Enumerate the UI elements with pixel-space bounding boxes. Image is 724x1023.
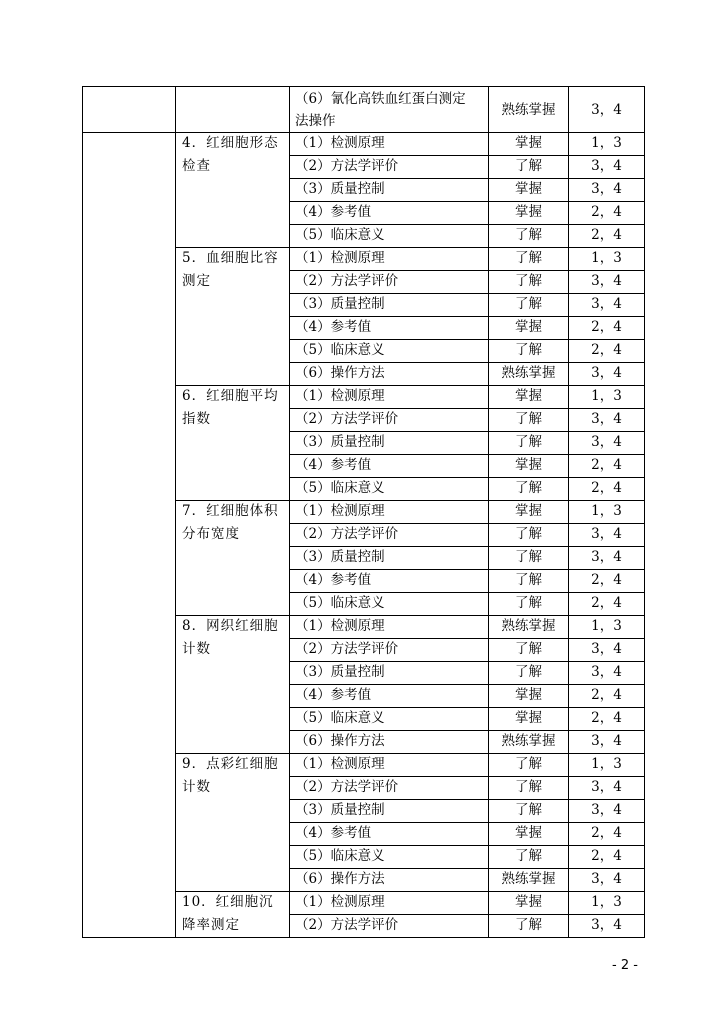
row-item: （1）检测原理 — [295, 135, 385, 151]
row-level: 掌握 — [515, 710, 542, 726]
row-units: 2，4 — [591, 227, 622, 243]
first-row-item-line1: （6）氰化高铁血红蛋白测定 — [295, 91, 466, 107]
row-units: 3，4 — [591, 664, 622, 680]
row-item: （1）检测原理 — [295, 618, 385, 634]
grid-hline — [82, 937, 645, 938]
row-units: 2，4 — [591, 319, 622, 335]
row-item: （2）方法学评价 — [295, 273, 399, 289]
row-units: 3，4 — [591, 273, 622, 289]
row-units: 2，4 — [591, 204, 622, 220]
row-level: 掌握 — [515, 204, 542, 220]
row-units: 1，3 — [591, 756, 622, 772]
row-units: 3，4 — [591, 871, 622, 887]
row-level: 了解 — [515, 158, 542, 174]
row-level: 掌握 — [515, 894, 542, 910]
row-units: 2，4 — [591, 595, 622, 611]
row-units: 2，4 — [591, 687, 622, 703]
row-item: （4）参考值 — [295, 457, 372, 473]
row-item: （2）方法学评价 — [295, 158, 399, 174]
row-level: 了解 — [515, 250, 542, 266]
group-title: 9．点彩红细胞计数 — [182, 756, 279, 795]
row-item: （6）操作方法 — [295, 871, 385, 887]
row-item: （5）临床意义 — [295, 342, 385, 358]
row-level: 掌握 — [515, 181, 542, 197]
row-item: （2）方法学评价 — [295, 411, 399, 427]
row-units: 2，4 — [591, 457, 622, 473]
grid-vline — [82, 86, 83, 938]
row-units: 3，4 — [591, 158, 622, 174]
row-level: 了解 — [515, 411, 542, 427]
row-units: 3，4 — [591, 549, 622, 565]
row-units: 1，3 — [591, 388, 622, 404]
group-title: 4．红细胞形态检查 — [182, 135, 279, 174]
row-units: 2，4 — [591, 480, 622, 496]
row-item: （3）质量控制 — [295, 802, 385, 818]
row-units: 2，4 — [591, 572, 622, 588]
row-units: 1，3 — [591, 135, 622, 151]
row-item: （2）方法学评价 — [295, 917, 399, 933]
row-item: （1）检测原理 — [295, 503, 385, 519]
row-item: （2）方法学评价 — [295, 641, 399, 657]
row-units: 2，4 — [591, 710, 622, 726]
row-item: （2）方法学评价 — [295, 779, 399, 795]
row-level: 了解 — [515, 664, 542, 680]
page-number: - 2 - — [612, 958, 638, 973]
row-item: （4）参考值 — [295, 825, 372, 841]
row-item: （3）质量控制 — [295, 296, 385, 312]
row-item: （1）检测原理 — [295, 756, 385, 772]
row-level: 掌握 — [515, 457, 542, 473]
row-level: 了解 — [515, 549, 542, 565]
row-level: 掌握 — [515, 825, 542, 841]
row-item: （1）检测原理 — [295, 894, 385, 910]
row-units: 3，4 — [591, 733, 622, 749]
row-units: 3，4 — [591, 641, 622, 657]
row-level: 了解 — [515, 480, 542, 496]
row-units: 1，3 — [591, 250, 622, 266]
row-units: 1，3 — [591, 503, 622, 519]
row-units: 2，4 — [591, 825, 622, 841]
row-level: 了解 — [515, 779, 542, 795]
group-title: 8．网织红细胞计数 — [182, 618, 279, 657]
row-level: 了解 — [515, 526, 542, 542]
row-item: （5）临床意义 — [295, 227, 385, 243]
row-units: 3，4 — [591, 411, 622, 427]
row-item: （4）参考值 — [295, 572, 372, 588]
row-level: 掌握 — [515, 319, 542, 335]
row-units: 3，4 — [591, 802, 622, 818]
row-item: （4）参考值 — [295, 319, 372, 335]
row-item: （4）参考值 — [295, 687, 372, 703]
row-item: （3）质量控制 — [295, 664, 385, 680]
row-units: 2，4 — [591, 342, 622, 358]
grid-vline — [175, 86, 176, 938]
row-item: （3）质量控制 — [295, 434, 385, 450]
row-level: 了解 — [515, 756, 542, 772]
row-item: （5）临床意义 — [295, 710, 385, 726]
group-title: 7．红细胞体积分布宽度 — [182, 503, 279, 542]
row-units: 2，4 — [591, 848, 622, 864]
group-title: 10．红细胞沉降率测定 — [182, 894, 274, 933]
group-title: 5．血细胞比容测定 — [182, 250, 279, 289]
row-units: 1，3 — [591, 894, 622, 910]
row-units: 1，3 — [591, 618, 622, 634]
row-item: （6）操作方法 — [295, 733, 385, 749]
row-units: 3，4 — [591, 434, 622, 450]
group-title: 6．红细胞平均指数 — [182, 388, 279, 427]
row-item: （2）方法学评价 — [295, 526, 399, 542]
row-level: 了解 — [515, 227, 542, 243]
row-item: （1）检测原理 — [295, 250, 385, 266]
row-level: 掌握 — [515, 503, 542, 519]
row-item: （5）临床意义 — [295, 848, 385, 864]
row-units: 3，4 — [591, 526, 622, 542]
row-level: 掌握 — [515, 388, 542, 404]
first-row-item-line2: 法操作 — [295, 113, 336, 129]
row-item: （5）临床意义 — [295, 480, 385, 496]
row-item: （4）参考值 — [295, 204, 372, 220]
row-level: 熟练掌握 — [501, 733, 556, 749]
row-units: 3，4 — [591, 917, 622, 933]
first-row-units: 3，4 — [591, 102, 622, 118]
first-row-level: 熟练掌握 — [501, 102, 556, 118]
row-item: （1）检测原理 — [295, 388, 385, 404]
row-level: 了解 — [515, 572, 542, 588]
row-units: 3，4 — [591, 181, 622, 197]
row-units: 3，4 — [591, 365, 622, 381]
row-level: 了解 — [515, 802, 542, 818]
row-level: 熟练掌握 — [501, 618, 556, 634]
row-level: 熟练掌握 — [501, 871, 556, 887]
grid-vline — [644, 86, 645, 938]
row-level: 了解 — [515, 273, 542, 289]
row-level: 了解 — [515, 641, 542, 657]
row-level: 了解 — [515, 848, 542, 864]
row-level: 掌握 — [515, 687, 542, 703]
row-item: （3）质量控制 — [295, 181, 385, 197]
row-item: （6）操作方法 — [295, 365, 385, 381]
grid-vline — [289, 86, 290, 938]
row-level: 了解 — [515, 296, 542, 312]
row-item: （3）质量控制 — [295, 549, 385, 565]
row-level: 了解 — [515, 595, 542, 611]
row-units: 3，4 — [591, 779, 622, 795]
row-level: 掌握 — [515, 135, 542, 151]
row-level: 了解 — [515, 434, 542, 450]
row-units: 3，4 — [591, 296, 622, 312]
row-level: 熟练掌握 — [501, 365, 556, 381]
row-level: 了解 — [515, 342, 542, 358]
row-level: 了解 — [515, 917, 542, 933]
grid-hline — [82, 86, 645, 87]
row-item: （5）临床意义 — [295, 595, 385, 611]
